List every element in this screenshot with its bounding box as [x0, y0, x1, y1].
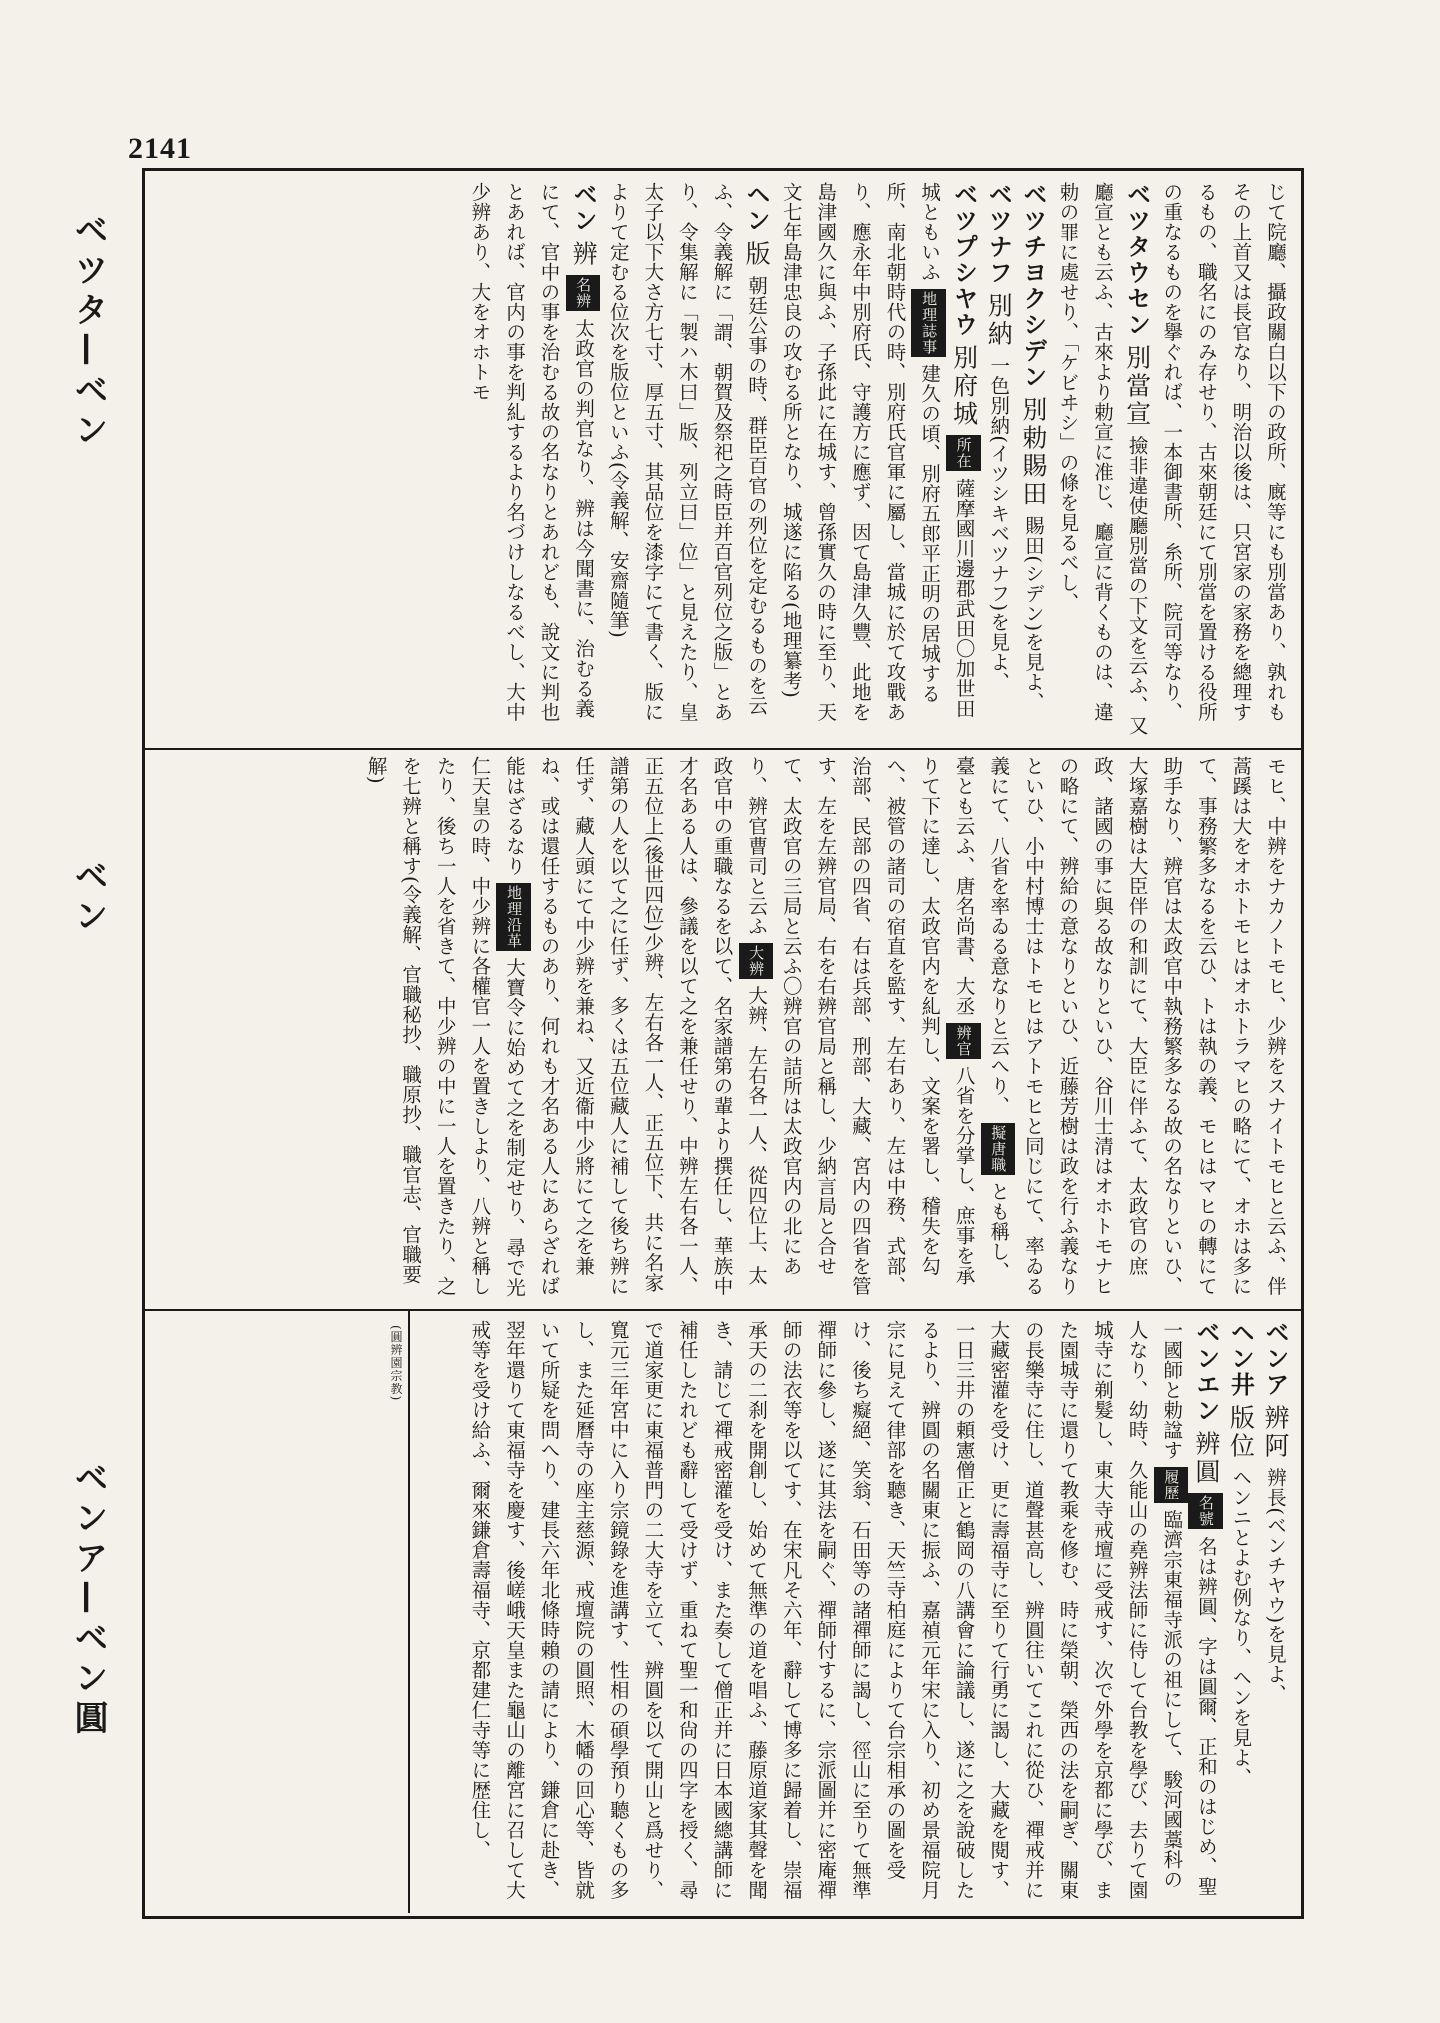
- headword: ヘン井: [1226, 1320, 1255, 1398]
- portrait-image-area: [150, 1320, 400, 1906]
- headword-kanji: 版位: [1226, 1404, 1256, 1461]
- entry-text: 太政官の判官なり、辨は今聞書に、治むる義にて、官中の事を治むる故の名なりとあれども、說文に判也とあれば、官内の事を判糺するより名づけしなるべし、大中少辨あり、大をオホトモ: [468, 182, 596, 722]
- headword: ベツプシヤウ: [949, 182, 978, 338]
- headword: ベンア: [1261, 1320, 1289, 1398]
- entry-betsuchokushiden: [1015, 182, 1050, 738]
- top-intro: じて院廳、攝政關白以下の政所、廐等にも別當あり、孰れもその上首又は長官なり、明治以後は、只宮家の家務を總理するもの、職名にのみ存せり、古來朝廷にて別當を置ける役所の重なるものを擧ぐれば、一本御書所、糸所、院司等なり、: [1160, 182, 1287, 722]
- band-divider-bottom: [142, 1309, 1301, 1311]
- headword-kanji: 別納: [984, 292, 1014, 349]
- section-tag: 地理誌事: [911, 289, 946, 357]
- headword-kanji: 辨: [569, 240, 599, 269]
- entry-hen: [600, 182, 773, 738]
- entry-text: 辨長(ベンチヤウ)を見よ、: [1264, 1467, 1287, 1704]
- image-frame-left: [408, 1311, 410, 1913]
- headword-kanji: 別勅賜田: [1018, 396, 1048, 509]
- headword-kanji: 辨圓: [1191, 1430, 1221, 1487]
- body-text: とも稱し、: [987, 1181, 1011, 1282]
- entry-text: 臨濟宗東福寺派の祖にして、駿河國藁科の人なり、幼時、久能山の堯辨法師に侍して台教を學び、去りて園城寺に剃髮し、東大寺戒壇に受戒す、次で外學を京都に學び、また園城寺に還りて教乘を修む、時に榮朝、榮西の法を嗣ぎ、關東の長樂寺に住し、道聲甚高し、辨圓往いてこれに從ひ、禪戒并に大藏密灌を受け、更に壽福寺に至りて行勇に謁し、大藏を閱す、一日三井の頼憲僧正と鶴岡の八講會に論議し、遂に之を說破したるより、辨圓の名關東に振ふ、嘉禎元年宋に入り、初め景福院月宗に見えて律部を聽き、天竺寺柏庭によりて台宗相承の圖を受け、後ち癡絕、笑翁、石田等の諸禪師に謁し、徑山に至りて無準禪師に參し、遂に其法を嗣ぐ、禪師付するに、宗派圖并に密庵禪師の法衣等を以てす、在宋凡そ六年、辭して博多に歸着し、崇福承天の二刹を開創し、始めて無準の道を唱ふ、藤原道家其聲を聞き、請じて禪戒密灌を受け、また奏して僧正并に日本國總講師に補任したれども辭して受けず、重ねて聖一和尙の四字を授く、尋で道家更に東福普門の二大寺を立て、辨圓を以て開山と爲せり、寬元三年宮中に入り宗鏡錄を進講す、性相の碩學預り聽くもの多し、また延曆寺の座主慈源、戒壇院の圓照、木幡の回心等、皆就いて所疑を問へり、建長六年北條時賴の請により、鎌倉に赴き、翌年還りて東福寺を慶す、後嵯峨天皇また龜山の離宮に召して大戒等を受け給ふ、爾來鎌倉壽福寺、京都建仁寺等に歴住し、: [468, 1320, 1184, 1900]
- entry-text: 名は辨圓、字は圓爾、正和のはじめ、聖一國師と勅諡す: [1160, 1320, 1218, 1897]
- section-tag: 地理沿革: [496, 883, 531, 951]
- entry-text: 朝廷公事の時、群臣百官の列位を定むるものを云ふ、令義解に「謂、朝賀及祭祀之時臣并百官列位之版」とあり、令集解に「製ハ木曰」版、列立曰」位」と見えたり、皇太子以下大さ方七寸、厚五寸、其品位を漆字にて書く、版によりて定むる位次を版位といふ(令義解、安齋隨筆): [606, 182, 769, 722]
- body-text: 大辨、左右各一人、從四位上、太政官中の重職なるを以て、名家譜第の輩より撰任し、華族中才名ある人は、參議を以て之を兼任せり、中辨左右各一人、正五位上(後世四位)少辨、左右各一人、正五位下、共に名家譜第の人を以て之に任ず、多くは五位藏人に補して後ち辨に任ず、藏人頭にて中少辨を兼ね、又近衞中少將にて之を兼ね、或は還任するものあり、何れも才名ある人にあらざれば能はざるなり: [502, 756, 769, 1296]
- entry-text: 賜田(シデン)を見よ、: [1021, 515, 1045, 712]
- section-tag: 辨官: [946, 1023, 981, 1059]
- section-tag: 所在: [946, 435, 981, 471]
- entry-ben: [462, 182, 600, 738]
- headword: ヘン: [742, 182, 771, 234]
- section-tag: 履歷: [1154, 1467, 1189, 1503]
- headword: ベン: [569, 182, 598, 234]
- entry-text: 一色別納(イツシキベツナフ)を見よ、: [987, 355, 1011, 692]
- entry-betsutousen: [1050, 182, 1154, 738]
- section-tag: 名號: [1188, 1493, 1223, 1529]
- entry-benen: [462, 1320, 1223, 1906]
- section-tag: 名辨: [566, 275, 601, 311]
- entry-text: 撿非違使廳別當の下文を云ふ、又廳宣とも云ふ、古來より勅宣に准じ、廳宣に背くものは、違勅の罪に處せり、「ケビヰシ」の條を見るべし、: [1056, 182, 1149, 736]
- entry-bena: [1257, 1320, 1292, 1906]
- body-text: 臺とも云ふ、唐名尚書、大丞: [952, 756, 976, 1016]
- side-header-middle: ベン: [68, 858, 108, 938]
- entry-beppushiyau: [773, 182, 981, 738]
- side-header-bottom: ベンア—ベン圓: [68, 1460, 108, 1740]
- image-caption: (圓辨園宗教): [389, 1325, 403, 1402]
- headword: ベツタウセン: [1122, 182, 1151, 338]
- headword-kanji: 辨阿: [1261, 1404, 1290, 1461]
- top-band: [150, 182, 1292, 738]
- body-text: 八省を分掌し、庶事を承りて下に達し、太政官内を糺判し、文案を署し、稽失を勾へ、被管の諸司の宿直を監す、左右あり、左は中務、式部、治部、民部の四省、右は兵部、刑部、大藏、宮内の四省を管す、左を左辨官局、右を右辨官局と稱し、少納言局と合せて、太政官の三局と云ふ〇辨官の詰所は太政官内の北にあり、辨官曹司と云ふ: [745, 756, 976, 1296]
- entry-text: ヘンニとよむ例なり、ヘンを見よ、: [1229, 1467, 1253, 1788]
- bottom-band: [416, 1320, 1292, 1906]
- entry-betsunafu: [981, 182, 1016, 738]
- ben-continued: [358, 756, 1292, 1302]
- side-header-top: ベツタ—ベン: [68, 212, 108, 452]
- middle-band: [150, 756, 1292, 1302]
- body-text: モヒ、中辨をナカノトモヒ、少辨をスナイトモヒと云ふ、伴蒿蹊は大をオホトモヒはオホトラマヒの略にて、オホは多にて、事務繁多なるを云ひ、トは執の義、モヒはマヒの轉にて助手なり、辨官は太政官中執務繁多なる故の名なりといひ、大塚嘉樹は大臣伴の和訓にて、大臣に伴ふて、太政官の庶政、諸國の事に與る故なりといひ、谷川士清はオホトモナヒの略にて、辨給の意なりといひ、近藤芳樹は政を行ふ義なりといひ、小中村博士はトモヒはアトモヒと同じにて、率ゐる義にて、八省を率ゐる意なりと云へり、: [987, 756, 1287, 1296]
- headword-kanji: 別當宣: [1122, 344, 1152, 429]
- headword-kanji: 別府城: [949, 344, 979, 429]
- entry-text: 建久の頃、別府五郎平正明の居城する所、南北朝時代の時、別府氏官軍に屬し、當城に於て攻戰あり、應永年中別府氏、守護方に應ず、因て島津久豐、此地を島津國久に與ふ、子孫此に在城す、曾孫實久の時に至り、天文七年島津忠良の攻むる所となり、城遂に陷る(地理纂考): [779, 182, 942, 722]
- entry-text: 薩摩國川邊郡武田〇加世田城ともいふ: [918, 182, 976, 719]
- band-divider-top: [142, 748, 1301, 750]
- page-number: 2141: [128, 132, 192, 165]
- section-tag: 擬唐職: [981, 1123, 1016, 1175]
- entry-heni: [1223, 1320, 1258, 1906]
- body-text: 大寶令に始めて之を制定せり、尋で光仁天皇の時、中少辨に各權官一人を置きしより、八辨と稱したり、後ち一人を省きて、中少辨の中に一人を置きたり、之を七辨と稱す(令義解、官職秘抄、職原抄、職官志、官職要解): [364, 756, 526, 1298]
- section-tag: 大辨: [739, 943, 774, 979]
- headword: ベンエン: [1191, 1320, 1220, 1424]
- headword-kanji: 版: [742, 240, 772, 269]
- headword: ベツチヨクシデン: [1018, 182, 1047, 390]
- headword: ベツナフ: [984, 182, 1013, 286]
